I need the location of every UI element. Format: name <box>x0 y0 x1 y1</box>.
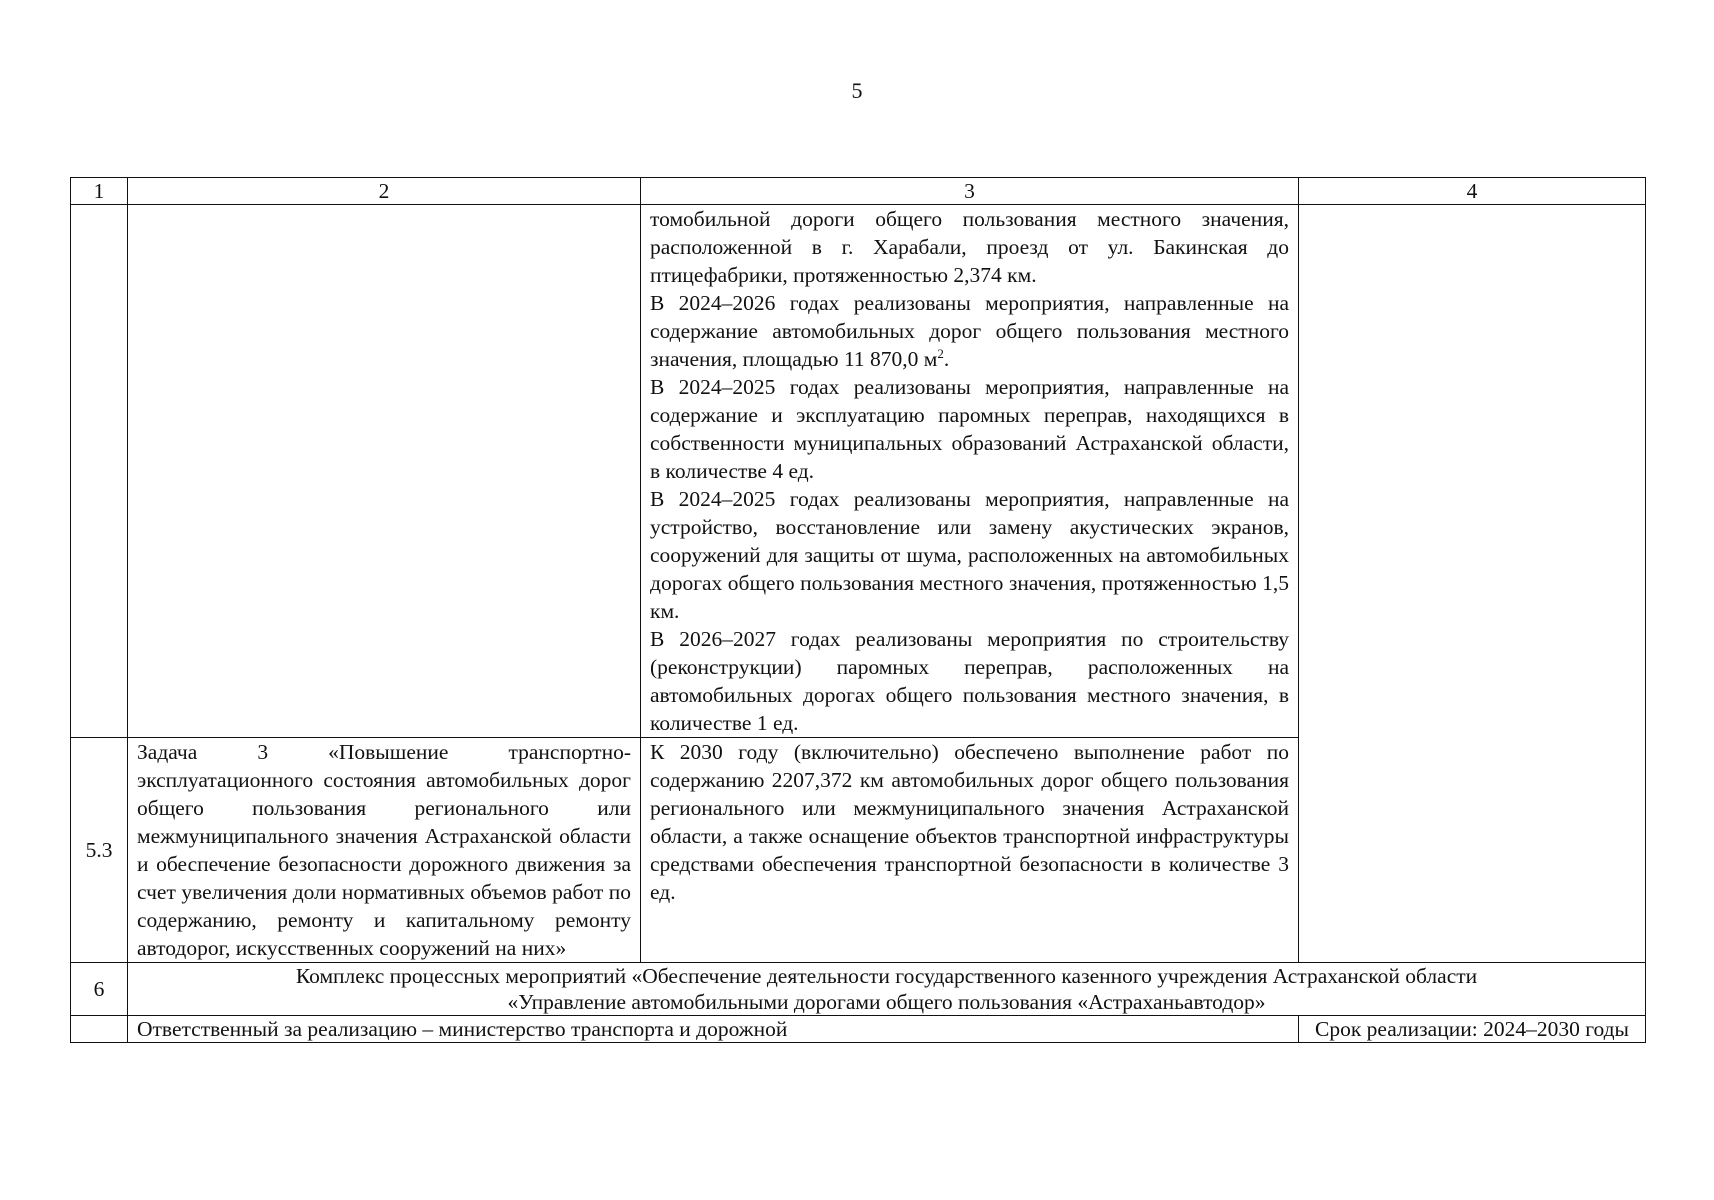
header-col-1: 1 <box>71 178 128 205</box>
result-paragraph: томобильной дороги общего пользования местного значения, расположенной в г. Харабали, проезд от ул. Бакинская до птицефабрики, протяженностью 2,374 км. <box>650 207 1289 287</box>
continued-result-cell <box>641 205 1299 738</box>
area-suffix: . <box>943 347 950 371</box>
row-6 <box>71 963 1646 1016</box>
header-col-4: 4 <box>1299 178 1646 205</box>
responsible-num-cell <box>71 1016 128 1043</box>
page-number: 5 <box>851 78 863 103</box>
program-table <box>70 177 1646 1043</box>
deadline-cell: Срок реализации: 2024–2030 годы <box>1299 1016 1646 1043</box>
header-col-3: 3 <box>641 178 1299 205</box>
header-col-2: 2 <box>128 178 641 205</box>
area-text: В 2024–2026 годах реализованы мероприятия, направленные на содержание автомобильных дорог общего пользования местного значения, площадью 11 870,0 м <box>650 291 1289 371</box>
responsible-cell: Ответственный за реализацию – министерство транспорта и дорожной <box>128 1016 1299 1043</box>
result-paragraph: В 2024–2025 годах реализованы мероприятия, направленные на устройство, восстановление или замену акустических экранов, сооружений для защиты от шума, расположенных на автомобильных дорогах общего пользования местного значения, протяженностью 1,5 км. <box>650 487 1289 623</box>
row-number: 6 <box>71 963 128 1016</box>
result-paragraph: В 2024–2025 годах реализованы мероприятия, направленные на содержание и эксплуатацию паромных переправ, находящихся в собственности муниципальных образований Астраханской области, в количестве 4 ед. <box>650 375 1289 483</box>
task-cell: Задача 3 «Повышение транспортно-эксплуатационного состояния автомобильных дорог общего пользования регионального или межмуниципального значения Астраханской области и обеспечение безопасности дорожного движения за счет увеличения доли нормативных объемов работ по содержанию, ремонту и капитальному ремонту автодорог, искусственных сооружений на них» <box>128 738 641 963</box>
complex-title-cell <box>128 963 1646 1016</box>
result-cell: К 2030 году (включительно) обеспечено выполнение работ по содержанию 2207,372 км автомобильных дорог общего пользования регионального или межмуниципального значения Астраханской области, а также оснащение объектов транспортной инфраструктуры средствами обеспечения транспортной безопасности в количестве 3 ед. <box>641 738 1299 963</box>
responsible-row <box>71 1016 1646 1043</box>
result-paragraph <box>650 289 1289 373</box>
row-number: 5.3 <box>71 738 128 963</box>
header-row <box>71 178 1646 205</box>
continued-task-cell <box>128 205 641 738</box>
continued-num-cell <box>71 205 128 738</box>
result-paragraph: В 2026–2027 годах реализованы мероприятия по строительству (реконструкции) паромных переправ, расположенных на автомобильных дорогах общего пользования местного значения, в количестве 1 ед. <box>650 627 1289 735</box>
complex-title-line-2: «Управление автомобильными дорогами общего пользования «Астраханьавтодор» <box>507 990 1266 1014</box>
col4-cell <box>1299 205 1646 963</box>
area-superscript: 2 <box>937 345 944 361</box>
complex-title-line-1: Комплекс процессных мероприятий «Обеспечение деятельности государственного казенного учреждения Астраханской области <box>295 964 1478 988</box>
continued-row <box>71 205 1646 738</box>
